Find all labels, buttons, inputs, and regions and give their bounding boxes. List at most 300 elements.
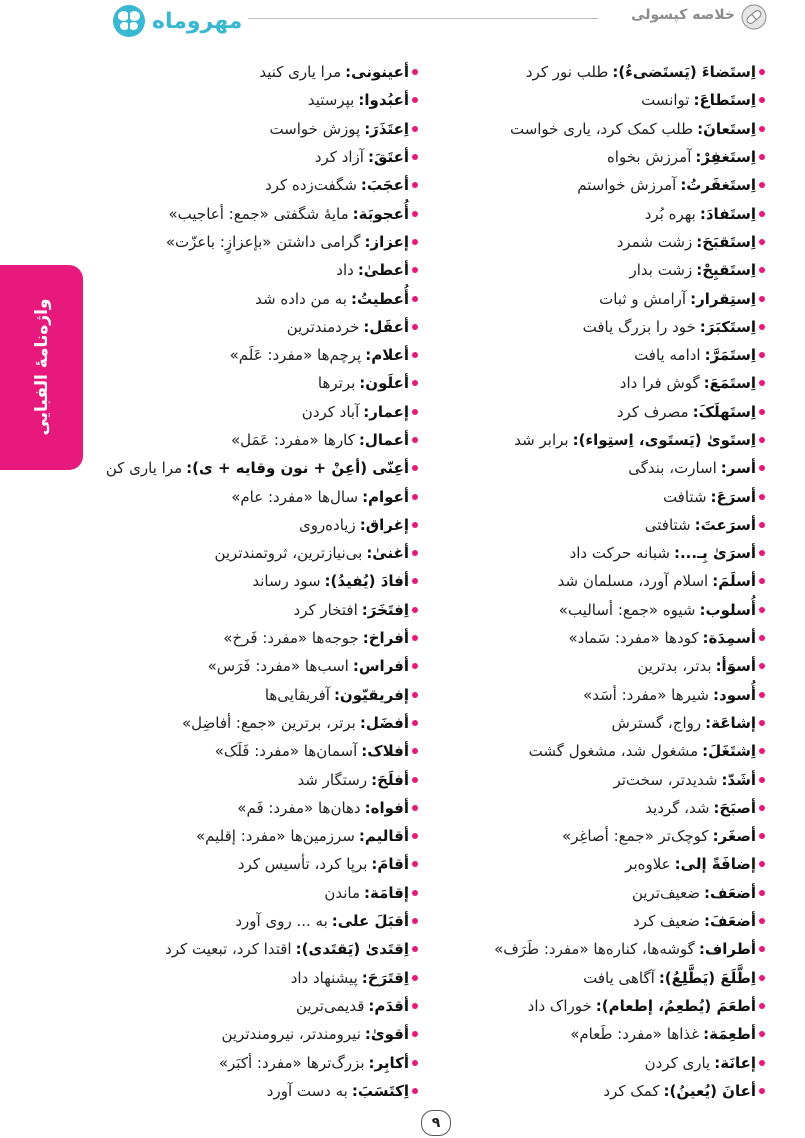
vocab-term: أعانَ (یُعینُ):: [663, 1081, 756, 1100]
vocab-entry: [108, 1048, 418, 1076]
bullet-icon: [759, 437, 765, 443]
vocab-entry: [105, 454, 418, 482]
vocab-meaning: علاوه‌بر: [625, 855, 671, 874]
vocab-term: اِفتَخَرَ:: [361, 600, 409, 619]
vocab-entry: [108, 143, 418, 171]
vocab-entry: [108, 935, 418, 963]
vocab-term: أسرَیٰ بِـ...:: [673, 544, 756, 563]
vocab-meaning: خردمندترین: [286, 317, 360, 336]
vocab-entry: [445, 199, 765, 227]
vocab-meaning: آگاهی یافت: [583, 968, 655, 987]
bullet-icon: [412, 97, 418, 103]
vocab-meaning: اسلام آورد، مسلمان شد: [557, 572, 709, 591]
vocab-entry: [445, 879, 765, 907]
bullet-icon: [759, 748, 765, 754]
vocab-meaning: شد، گردید: [645, 798, 710, 817]
bullet-icon: [759, 805, 765, 811]
bullet-icon: [412, 126, 418, 132]
bullet-icon: [412, 946, 418, 952]
left-vocabulary-column: [105, 58, 418, 1105]
vocab-entry: [108, 907, 418, 935]
vocab-meaning: سرزمین‌ها «مفرد: إقلیم»: [195, 827, 355, 846]
bullet-icon: [412, 578, 418, 584]
vocab-term: أعقَل:: [363, 317, 409, 336]
vocab-meaning: زشت بدار: [629, 261, 693, 280]
vocab-term: اِستِقرار:: [690, 289, 756, 308]
vocab-meaning: به من داده شد: [255, 289, 347, 308]
vocab-entry: [108, 879, 418, 907]
vocab-meaning: رستگار شد: [297, 770, 368, 789]
vocab-entry: [108, 737, 418, 765]
bullet-icon: [759, 663, 765, 669]
bullet-icon: [412, 211, 418, 217]
vocab-term: أعجَبَ:: [360, 176, 409, 195]
vocab-meaning: طلب نور کرد: [525, 63, 609, 82]
vocab-meaning: رواج، گسترش: [611, 713, 702, 732]
vocab-term: أقامَ:: [371, 855, 409, 874]
vocab-meaning: کارها «مفرد: عَمَل»: [230, 431, 355, 449]
vocab-term: أعِنّی (أعِنْ + نون وقایه + ی):: [186, 459, 409, 478]
vocab-meaning: آمرزش خواستم: [577, 176, 677, 195]
bullet-icon: [412, 239, 418, 245]
vocab-term: أعمال:: [358, 431, 409, 449]
bullet-icon: [759, 126, 765, 132]
vocab-term: أطعِمَة:: [703, 1025, 756, 1044]
vocab-term: أفراس:: [352, 657, 409, 676]
vocab-meaning: آرامش و ثبات: [599, 289, 687, 308]
vocab-meaning: اقتدا کرد، تبعیت کرد: [165, 940, 292, 959]
vocab-term: أسوَأ:: [715, 657, 756, 676]
vocab-term: أطراف:: [698, 940, 756, 959]
vocab-term: اِستَقبَحَ:: [696, 232, 756, 251]
brand: [110, 4, 242, 38]
vocab-term: اِستَمَرَّ:: [704, 346, 756, 365]
bullet-icon: [759, 494, 765, 500]
bullet-icon: [759, 578, 765, 584]
vocab-meaning: شتافت: [662, 487, 707, 506]
side-tab-label: واژه‌نامهٔ الفبایی: [32, 298, 52, 436]
vocab-meaning: افتخار کرد: [293, 600, 358, 619]
vocab-term: أقدَم:: [368, 996, 409, 1015]
vocab-term: أسلَمَ:: [712, 572, 756, 591]
vocab-term: أقالیم:: [358, 827, 409, 846]
bullet-icon: [759, 607, 765, 613]
vocab-entry: [108, 794, 418, 822]
bullet-icon: [759, 296, 765, 302]
vocab-term: أصبَحَ:: [713, 798, 756, 817]
vocab-entry: [445, 596, 765, 624]
bullet-icon: [412, 833, 418, 839]
vocab-entry: [108, 171, 418, 199]
bullet-icon: [412, 975, 418, 981]
bullet-icon: [412, 437, 418, 443]
bullet-icon: [759, 550, 765, 556]
vocab-entry: [445, 992, 765, 1020]
vocab-entry: [445, 652, 765, 680]
vocab-entry: [445, 482, 765, 510]
bullet-icon: [759, 833, 765, 839]
vocab-meaning: آمرزش بخواه: [606, 148, 692, 167]
vocab-entry: [108, 681, 418, 709]
vocab-term: أعتَقَ:: [367, 148, 409, 167]
vocab-meaning: زیاده‌روی: [298, 515, 356, 534]
vocab-entry: [108, 115, 418, 143]
bullet-icon: [412, 380, 418, 386]
bullet-icon: [412, 607, 418, 613]
vocab-entry: [445, 935, 765, 963]
vocab-entry: [445, 1077, 765, 1105]
vocab-meaning: پوزش خواست: [269, 119, 361, 138]
vocab-term: اِستَهلَکَ:: [692, 402, 756, 421]
vocab-meaning: داد: [336, 261, 354, 280]
bullet-icon: [412, 1003, 418, 1009]
vocab-entry: [445, 1048, 765, 1076]
bullet-icon: [412, 861, 418, 867]
vocab-meaning: شیوه «جمع: أسالیب»: [558, 600, 696, 619]
vocab-meaning: خود را بزرگ یافت: [582, 317, 696, 336]
vocab-meaning: طلب کمک کرد، یاری خواست: [509, 119, 694, 138]
vocab-term: أغنیٰ:: [366, 544, 409, 563]
vocab-meaning: زشت شمرد: [616, 232, 693, 251]
bullet-icon: [412, 550, 418, 556]
vocab-meaning: شدیدتر، سخت‌تر: [613, 770, 718, 789]
bullet-icon: [759, 324, 765, 330]
vocab-term: أصغَر:: [712, 827, 756, 846]
bullet-icon: [759, 918, 765, 924]
bullet-icon: [412, 267, 418, 273]
vocab-entry: [108, 652, 418, 680]
vocab-meaning: مصرف کرد: [616, 402, 689, 421]
vocab-term: اِشتَغَلَ:: [702, 742, 756, 761]
vocab-entry: [108, 341, 418, 369]
bullet-icon: [412, 69, 418, 75]
vocab-meaning: نیرومندتر، نیرومندترین: [221, 1025, 361, 1044]
bullet-icon: [412, 154, 418, 160]
bullet-icon: [412, 1031, 418, 1037]
vocab-meaning: جوجه‌ها «مفرد: فَرخ»: [223, 629, 359, 648]
vocab-entry: [108, 765, 418, 793]
vocab-entry: [445, 369, 765, 397]
vocab-term: أعلام:: [365, 346, 409, 365]
vocab-meaning: مشغول شد، مشغول گشت: [528, 742, 699, 761]
vocab-term: أعلَون:: [359, 374, 409, 393]
vocab-term: اِستَقبِحْ:: [696, 261, 756, 280]
bullet-icon: [412, 522, 418, 528]
vocab-entry: [108, 86, 418, 114]
vocab-entry: [108, 313, 418, 341]
vocab-entry: [108, 539, 418, 567]
vocab-entry: [445, 737, 765, 765]
bullet-icon: [412, 748, 418, 754]
vocab-entry: [108, 199, 418, 227]
vocab-term: أعوام:: [362, 487, 409, 506]
vocab-entry: [445, 58, 765, 86]
bullet-icon: [412, 494, 418, 500]
vocab-meaning: اسب‌ها «مفرد: فَرَس»: [207, 657, 349, 676]
vocab-meaning: گوش فرا داد: [619, 374, 700, 393]
vocab-entry: [445, 256, 765, 284]
vocab-entry: [445, 454, 765, 482]
page-number: ۹: [421, 1110, 451, 1136]
vocab-term: اِطَّلَعَ (یَطَّلِعُ):: [658, 968, 756, 987]
vocab-entry: [445, 426, 765, 454]
bullet-icon: [412, 663, 418, 669]
vocab-meaning: خوراک داد: [527, 996, 592, 1015]
vocab-term: إضافَةً إلی:: [674, 855, 756, 874]
vocab-term: اِقتَدیٰ (یَقتَدی):: [295, 940, 409, 959]
bullet-icon: [759, 211, 765, 217]
vocab-meaning: کودها «مفرد: سَماد»: [568, 629, 699, 648]
vocab-entry: [445, 341, 765, 369]
vocab-term: أفضَل:: [359, 713, 409, 732]
vocab-term: أطعَمَ (یُطعِمُ، إطعام):: [595, 996, 756, 1015]
vocab-meaning: برپا کرد، تأسیس کرد: [237, 855, 368, 874]
vocab-term: أفواه:: [364, 798, 409, 817]
bullet-icon: [412, 805, 418, 811]
vocab-term: اِستَعانَ:: [697, 119, 756, 138]
vocab-entry: [108, 256, 418, 284]
vocab-meaning: بهره بُرد: [644, 204, 696, 223]
vocab-meaning: کوچک‌تر «جمع: أصاغِر»: [562, 827, 709, 846]
vocab-meaning: گوشه‌ها، کناره‌ها «مفرد: طَرَف»: [494, 940, 695, 959]
vocab-meaning: ماندن: [324, 883, 361, 902]
vocab-meaning: سود رساند: [252, 572, 321, 591]
vocab-entry: [445, 822, 765, 850]
vocab-term: أسر:: [720, 459, 756, 478]
bullet-icon: [759, 1088, 765, 1094]
brand-name: مهروماه: [152, 8, 243, 34]
vocab-entry: [445, 539, 765, 567]
vocab-entry: [445, 313, 765, 341]
vocab-term: أقبَلَ علی:: [331, 912, 409, 931]
page-header: [0, 0, 805, 40]
vocab-term: أُعطیتُ:: [350, 289, 409, 308]
vocab-term: اِستَویٰ (یَستَوی، اِستِواء):: [572, 431, 756, 449]
vocab-entry: [108, 426, 418, 454]
bullet-icon: [412, 890, 418, 896]
vocab-term: أسرَعَ:: [710, 487, 756, 506]
bullet-icon: [759, 97, 765, 103]
vocab-term: اِستَضاءَ (یَستَضیءُ):: [612, 63, 756, 82]
vocab-meaning: برابر شد: [514, 431, 569, 449]
vocab-term: أشَدّ:: [721, 770, 756, 789]
vocab-meaning: آسمان‌ها «مفرد: فَلَک»: [214, 742, 358, 761]
vocab-meaning: مرا یاری کنید: [259, 63, 342, 82]
bullet-icon: [412, 182, 418, 188]
vocab-entry: [445, 709, 765, 737]
vocab-meaning: شبانه حرکت داد: [569, 544, 670, 563]
bullet-icon: [412, 296, 418, 302]
vocab-meaning: کمک کرد: [603, 1081, 660, 1100]
vocab-entry: [108, 284, 418, 312]
vocab-entry: [445, 284, 765, 312]
vocab-meaning: آفریقایی‌ها: [264, 685, 330, 704]
bullet-icon: [412, 324, 418, 330]
vocab-meaning: آباد کردن: [301, 402, 360, 421]
bullet-icon: [759, 154, 765, 160]
vocab-entry: [108, 850, 418, 878]
bullet-icon: [412, 692, 418, 698]
bullet-icon: [759, 861, 765, 867]
vocab-term: اِکتَسَبَ:: [351, 1081, 409, 1100]
vocab-meaning: به دست آورد: [266, 1081, 348, 1100]
vocab-term: أسرَعتَ:: [694, 515, 756, 534]
vocab-entry: [108, 992, 418, 1020]
vocab-entry: [445, 511, 765, 539]
vocab-entry: [108, 482, 418, 510]
vocab-entry: [108, 596, 418, 624]
vocab-entry: [108, 822, 418, 850]
vocab-meaning: شگفت‌زده کرد: [265, 176, 357, 195]
vocab-entry: [445, 681, 765, 709]
bullet-icon: [759, 946, 765, 952]
vocab-entry: [445, 964, 765, 992]
vocab-meaning: بپرستید: [307, 91, 355, 110]
vocab-meaning: به ... روی آورد: [235, 912, 328, 931]
vocab-meaning: شیرها «مفرد: أسَد»: [583, 685, 709, 704]
vocab-term: أعطیٰ:: [357, 261, 409, 280]
bullet-icon: [759, 239, 765, 245]
vocab-entry: [445, 907, 765, 935]
vocab-term: إشاعَة:: [705, 713, 756, 732]
bullet-icon: [759, 409, 765, 415]
vocab-term: اِستَطاعَ:: [693, 91, 756, 110]
vocab-meaning: پیشنهاد داد: [290, 968, 358, 987]
vocab-term: إعمار:: [363, 402, 409, 421]
vocab-entry: [445, 228, 765, 256]
vocab-entry: [108, 1077, 418, 1105]
bullet-icon: [412, 352, 418, 358]
vocab-entry: [445, 115, 765, 143]
bullet-icon: [759, 69, 765, 75]
vocab-entry: [445, 765, 765, 793]
bullet-icon: [759, 1003, 765, 1009]
vocab-entry: [445, 794, 765, 822]
vocab-term: أضعَف:: [704, 883, 756, 902]
bullet-icon: [412, 918, 418, 924]
bullet-icon: [759, 465, 765, 471]
bullet-icon: [412, 635, 418, 641]
vocab-term: اِستَکبَرَ:: [699, 317, 756, 336]
vocab-term: أعبُدوا:: [358, 91, 409, 110]
vocab-entry: [108, 228, 418, 256]
vocab-meaning: توانست: [641, 91, 690, 110]
vocab-entry: [108, 709, 418, 737]
vocab-term: أقویٰ:: [364, 1025, 409, 1044]
bullet-icon: [759, 720, 765, 726]
section-title: خلاصه کپسولی: [631, 7, 735, 23]
bullet-icon: [759, 1031, 765, 1037]
vocab-term: اِستَغفِرْ:: [695, 148, 756, 167]
bullet-icon: [759, 890, 765, 896]
vocab-meaning: ضعیف کرد: [633, 912, 701, 931]
vocab-term: إعزاز:: [364, 232, 409, 251]
butterfly-logo-icon: [112, 4, 146, 38]
vocab-entry: [445, 398, 765, 426]
vocab-meaning: غذاها «مفرد: طَعام»: [570, 1025, 700, 1044]
vocab-meaning: بدتر، بدترین: [637, 657, 712, 676]
vocab-meaning: مرا یاری کن: [105, 459, 183, 478]
vocab-term: اِقتَرَحَ:: [361, 968, 409, 987]
bullet-icon: [412, 1088, 418, 1094]
vocab-entry: [108, 398, 418, 426]
vocab-term: إعانَة:: [714, 1053, 756, 1072]
vocab-term: أکابِر:: [368, 1053, 409, 1072]
vocab-meaning: مایهٔ شگفتی «جمع: أعاجیب»: [168, 204, 349, 223]
vocab-entry: [445, 171, 765, 199]
vocab-meaning: قدیمی‌ترین: [295, 996, 365, 1015]
vocab-term: اِستَفادَ:: [699, 204, 756, 223]
vocab-term: إفریقیّون:: [333, 685, 409, 704]
vocab-term: أفلَحَ:: [371, 770, 409, 789]
vocab-meaning: دهان‌ها «مفرد: فَم»: [237, 798, 361, 817]
vocab-meaning: گرامی داشتن «بإعزازٍ: باعزّت»: [165, 232, 361, 251]
vocab-meaning: ادامه یافت: [634, 346, 701, 365]
capsule-icon: [741, 4, 767, 30]
vocab-term: اِستَغفَرتُ:: [680, 176, 756, 195]
vocab-term: أفلاک:: [361, 742, 409, 761]
vocab-meaning: آزاد کرد: [314, 148, 364, 167]
vocab-entry: [445, 624, 765, 652]
bullet-icon: [412, 465, 418, 471]
bullet-icon: [759, 380, 765, 386]
vocab-term: أفراخ:: [362, 629, 409, 648]
bullet-icon: [759, 182, 765, 188]
vocab-meaning: شتافتی: [644, 515, 691, 534]
vocab-term: أعینونی:: [345, 63, 409, 82]
bullet-icon: [759, 975, 765, 981]
header-divider: [248, 18, 598, 19]
bullet-icon: [412, 720, 418, 726]
vocab-term: اِستَمَعَ:: [703, 374, 756, 393]
bullet-icon: [412, 777, 418, 783]
vocab-meaning: بزرگ‌ترها «مفرد: أکبَر»: [218, 1053, 365, 1072]
vocab-term: إغراق:: [359, 515, 409, 534]
vocab-entry: [445, 143, 765, 171]
vocab-entry: [108, 567, 418, 595]
vocab-term: أفادَ (یُفیدُ):: [324, 572, 409, 591]
bullet-icon: [759, 352, 765, 358]
vocab-term: اِعتَذَرَ:: [364, 119, 409, 138]
vocab-term: أسمِدَة:: [702, 629, 756, 648]
vocab-entry: [108, 369, 418, 397]
bullet-icon: [759, 522, 765, 528]
bullet-icon: [759, 267, 765, 273]
vocab-meaning: اسارت، بندگی: [628, 459, 717, 478]
bullet-icon: [759, 635, 765, 641]
vocab-entry: [108, 511, 418, 539]
vocab-term: أضعَفَ:: [704, 912, 756, 931]
vocab-term: أُعجوبَة:: [352, 204, 409, 223]
vocab-meaning: پرچم‌ها «مفرد: عَلَم»: [229, 346, 362, 365]
vocab-entry: [445, 850, 765, 878]
bullet-icon: [759, 1060, 765, 1066]
vocab-meaning: برترها: [317, 374, 356, 393]
right-vocabulary-column: [445, 58, 765, 1105]
vocab-entry: [108, 1020, 418, 1048]
bullet-icon: [412, 409, 418, 415]
vocab-entry: [445, 86, 765, 114]
vocab-term: أُسلوب:: [699, 600, 756, 619]
vocab-entry: [108, 624, 418, 652]
vocab-meaning: بی‌نیازترین، ثروتمندترین: [214, 544, 363, 563]
bullet-icon: [759, 777, 765, 783]
vocab-entry: [108, 964, 418, 992]
vocab-entry: [445, 1020, 765, 1048]
vocab-term: إقامَة:: [364, 883, 409, 902]
vocab-meaning: برتر، برترین «جمع: أفاضِل»: [181, 713, 356, 732]
vocab-meaning: یاری کردن: [644, 1053, 711, 1072]
